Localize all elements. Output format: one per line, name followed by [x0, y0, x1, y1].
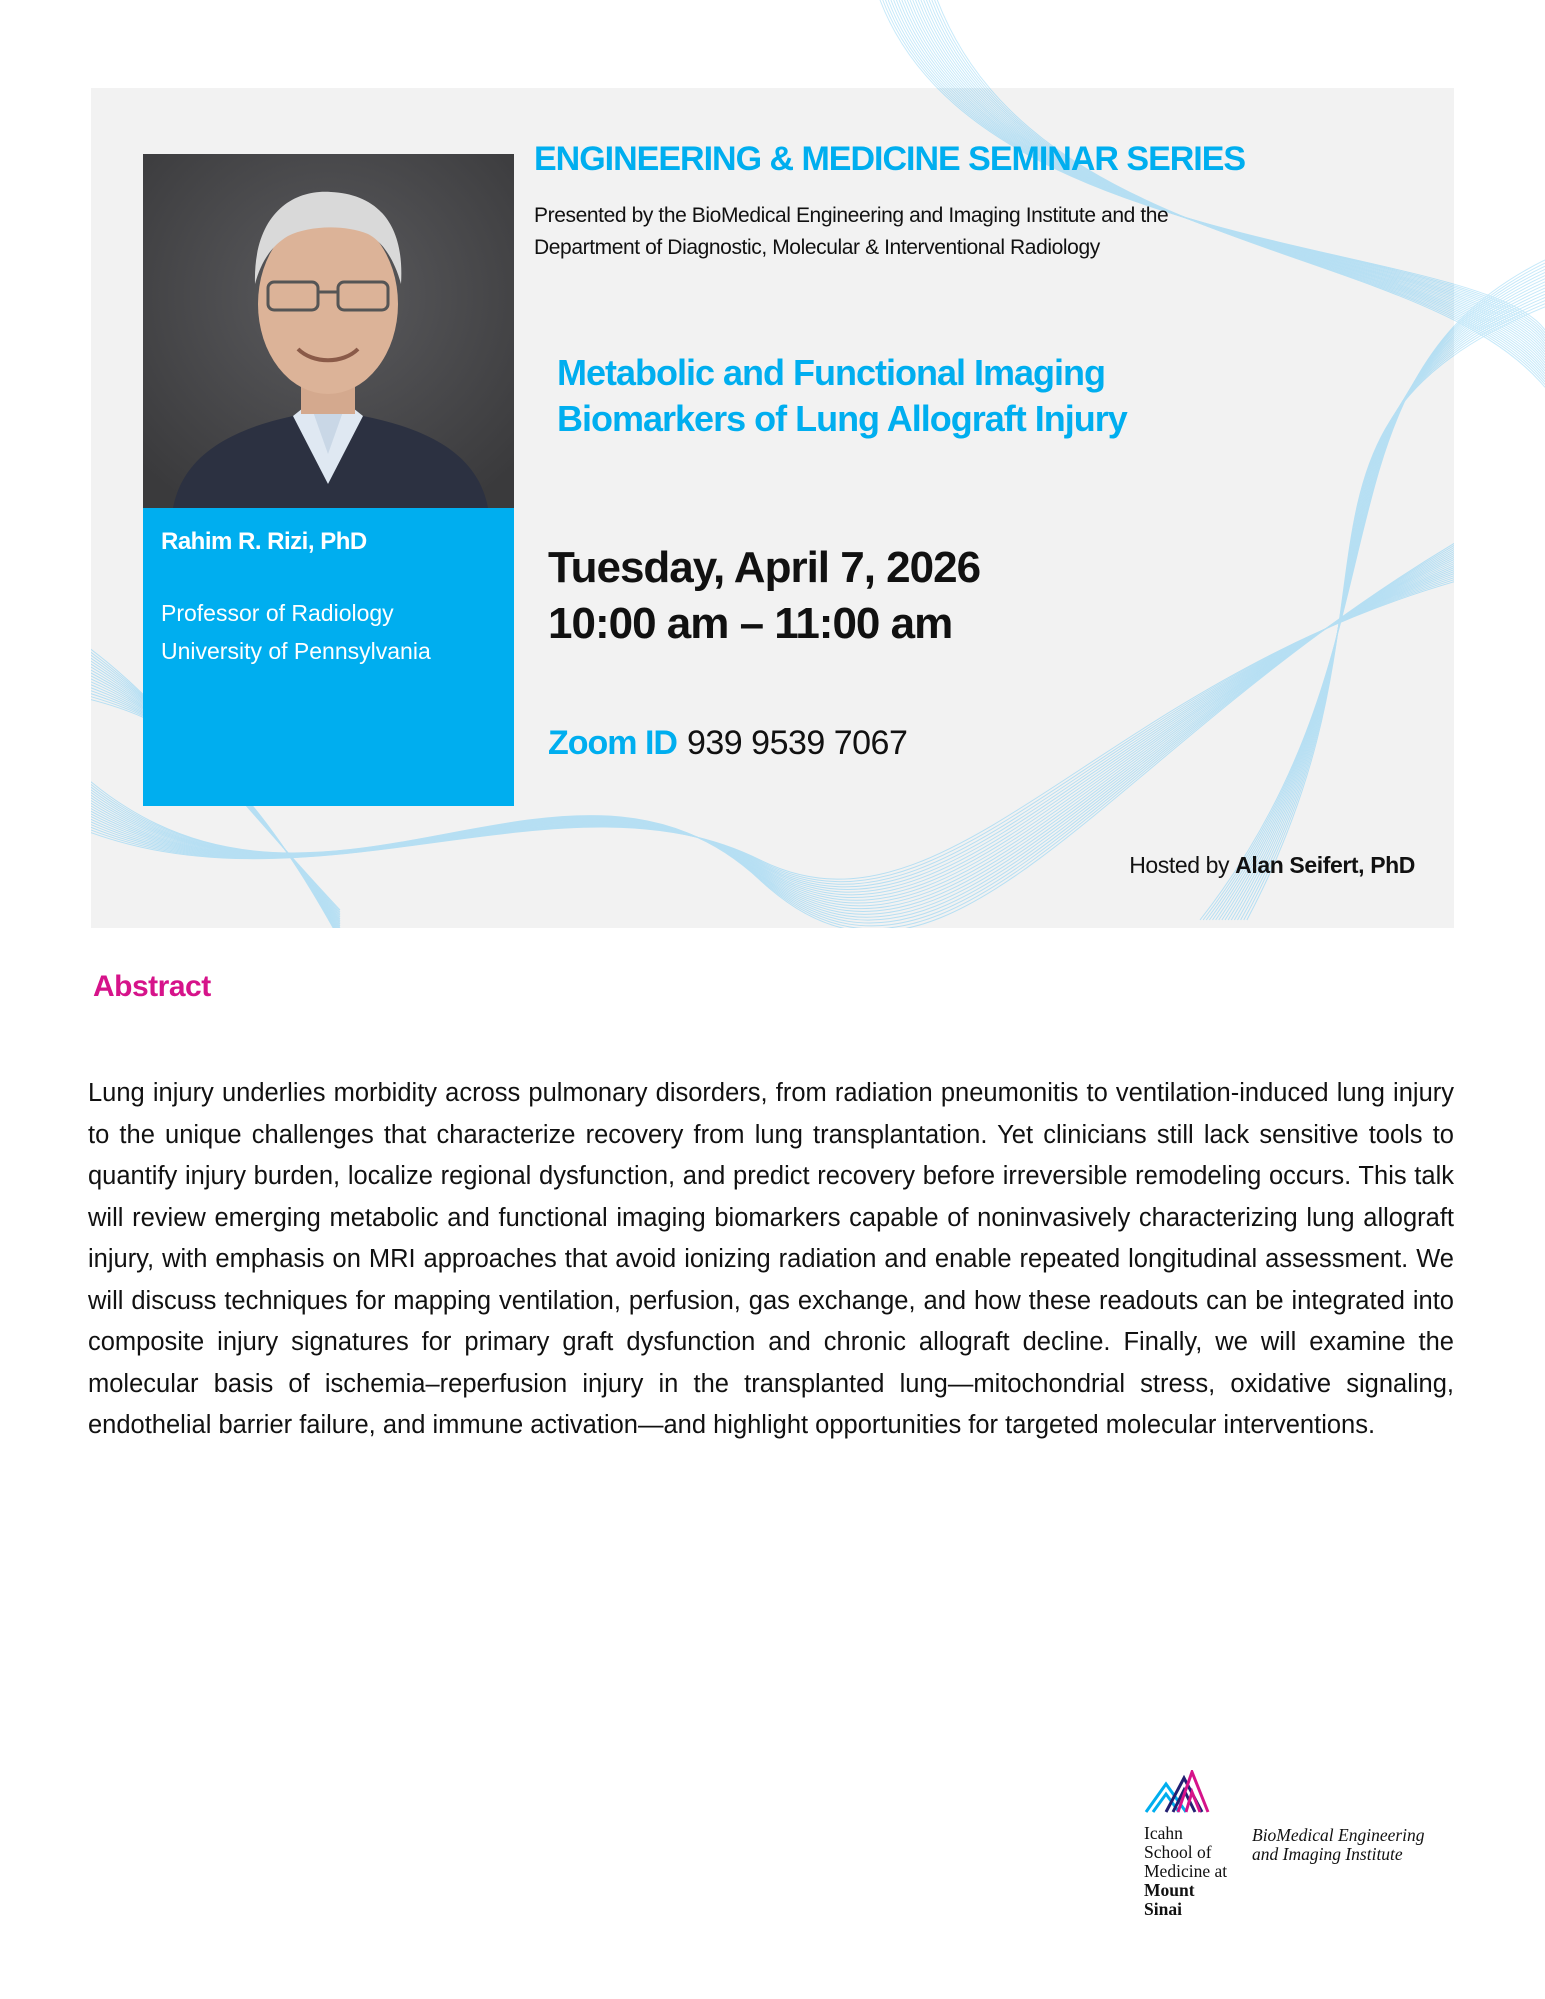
- wave-line: [1206, 266, 1454, 920]
- abstract-body: Lung injury underlies morbidity across pulmonary disorders, from radiation pneumonitis to ventilation-induced lung injury to the unique challenges that characterize recovery from lung transplantation. Yet clinicians still lack sensitive tools to quantify injury burden, localize regional dysfunction, and predict recovery before irreversible remodeling occurs. This talk will review emerging metabolic and functional imaging biomarkers capable of noninvasively characterizing lung allograft injury, with emphasis on MRI approaches that avoid ionizing radiation and enable repeated longitudinal assessment. We will discuss techniques for mapping ventilation, perfusion, gas exchange, and how these readouts can be integrated into composite injury signatures for primary graft dysfunction and chronic allograft decline. Finally, we will examine the molecular basis of ischemia–reperfusion injury in the transplanted lung—mitochondrial stress, oxidative signaling, endothelial barrier failure, and immune activation—and highlight opportunities for targeted molecular interventions.: [88, 1079, 1454, 1439]
- wave-line: [1244, 304, 1454, 920]
- wave-line: [1200, 260, 1454, 920]
- speaker-name: Rahim R. Rizi, PhD: [161, 528, 367, 555]
- mount-sinai-logo: [1140, 1770, 1460, 1970]
- institute-name: [1252, 1826, 1425, 1864]
- wave-line: [1238, 298, 1455, 921]
- wave-line: [1209, 269, 1454, 920]
- speaker-university-line: University of Pennsylvania: [161, 638, 431, 664]
- zoom-id: 939 9539 7067: [686, 724, 908, 762]
- talk-date: Tuesday, April 7, 2026: [548, 543, 981, 592]
- school-name-line: Icahn: [1144, 1823, 1183, 1843]
- wave-line: [1234, 294, 1454, 920]
- hosted-by-prefix: Hosted by: [1129, 852, 1230, 878]
- wave-line: [1225, 285, 1454, 920]
- wave-line: [1228, 288, 1454, 920]
- institute-name-line: and Imaging Institute: [1252, 1844, 1403, 1864]
- host-degree: PhD: [1370, 852, 1415, 878]
- presented-by: [534, 200, 1168, 264]
- talk-title-line-2: Biomarkers of Lung Allograft Injury: [557, 398, 1127, 439]
- wave-line: [1219, 279, 1454, 920]
- school-name: [1144, 1824, 1227, 1919]
- school-name-line: School of: [1144, 1842, 1212, 1862]
- institute-name-line: BioMedical Engineering: [1252, 1825, 1425, 1845]
- wave-line: [1213, 273, 1455, 921]
- wave-line: [1222, 282, 1454, 920]
- talk-title-line-1: Metabolic and Functional Imaging: [557, 352, 1106, 393]
- speaker-title-line: Professor of Radiology: [161, 600, 394, 626]
- speaker-photo: [143, 154, 514, 508]
- presented-by-line-2: Department of Diagnostic, Molecular & Interventional Radiology: [534, 236, 1100, 259]
- host-name: Alan Seifert,: [1235, 852, 1365, 878]
- talk-datetime: [548, 540, 980, 652]
- wave-line: [1216, 276, 1454, 920]
- wave-line: [1241, 301, 1454, 920]
- school-name-line: Medicine at: [1144, 1861, 1228, 1881]
- wave-line: [1247, 307, 1454, 920]
- talk-title: [557, 350, 1127, 442]
- school-name-line: [1144, 1900, 1227, 1919]
- zoom-label: Zoom ID: [548, 724, 677, 762]
- talk-time: 10:00 am – 11:00 am: [548, 599, 953, 648]
- hosted-by: [1129, 852, 1415, 879]
- school-name-bold: Mount: [1144, 1880, 1195, 1900]
- wave-line: [1231, 291, 1454, 920]
- school-name-bold: Sinai: [1144, 1899, 1182, 1919]
- wave-line: [1203, 263, 1454, 920]
- abstract-heading: Abstract: [93, 970, 211, 1003]
- presented-by-line-1: Presented by the BioMedical Engineering and Imaging Institute and the: [534, 204, 1169, 227]
- speaker-info-box: [143, 508, 514, 806]
- speaker-affiliation: [161, 594, 431, 670]
- mount-sinai-mountain-icon: [1144, 1770, 1210, 1814]
- zoom-info: [548, 724, 907, 763]
- school-name-line: [1144, 1881, 1227, 1900]
- series-title: ENGINEERING & MEDICINE SEMINAR SERIES: [534, 140, 1246, 178]
